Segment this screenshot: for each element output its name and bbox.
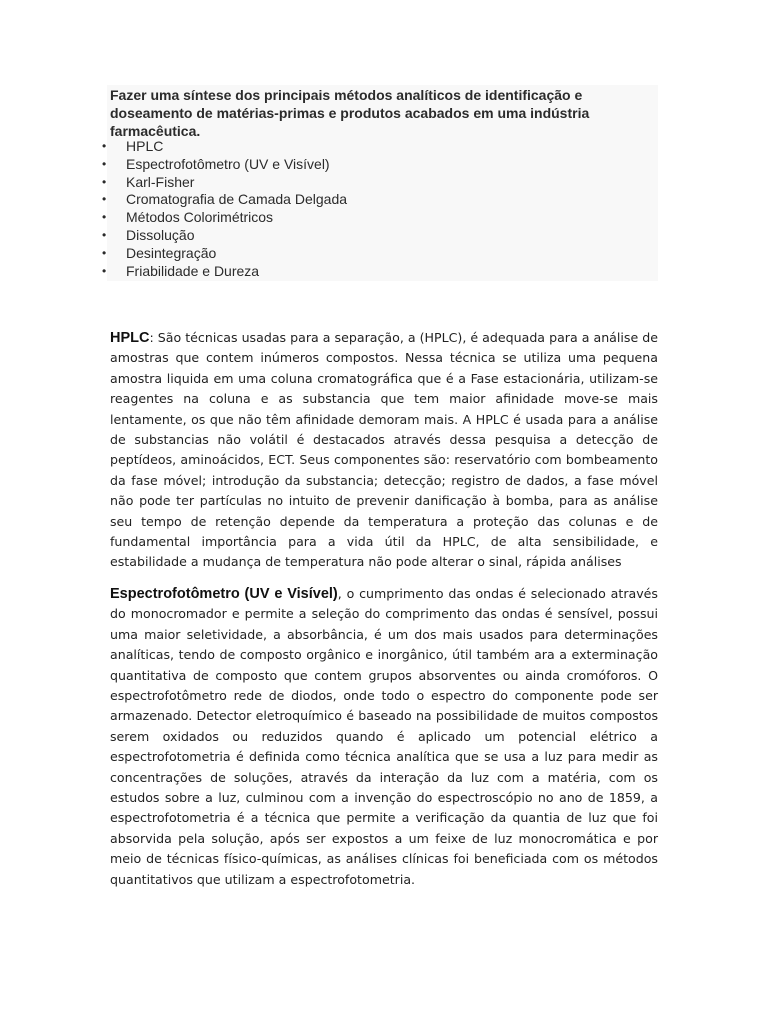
- bullet-icon: •: [102, 227, 107, 242]
- topic-list: [100, 138, 347, 280]
- topic-label: Friabilidade e Dureza: [126, 262, 260, 279]
- intro-question: Fazer uma síntese dos principais métodos analíticos de identificação e doseamento de matérias-primas e produtos acabados em uma indústria farmacêutica.: [110, 87, 590, 139]
- hplc-paragraph: [110, 328, 658, 573]
- topic-label: Desintegração: [126, 244, 217, 261]
- topic-label: Dissolução: [126, 226, 195, 243]
- topic-label: Cromatografia de Camada Delgada: [126, 191, 348, 208]
- bullet-icon: •: [102, 192, 107, 207]
- list-item: [100, 174, 347, 192]
- bullet-icon: •: [102, 174, 107, 189]
- bullet-icon: •: [102, 210, 107, 225]
- topic-label: Karl-Fisher: [126, 173, 195, 190]
- bullet-icon: •: [102, 139, 107, 153]
- hplc-text: : São técnicas usadas para a separação, a (HPLC), é adequada para a análise de amostras que contem inúmeros compostos. Nessa técnica se utiliza uma pequena amostra liquida em uma coluna cromatográfica que é a Fase estacionária, utilizam-se reagentes na coluna e as substancia que tem maior afinidade move-se mais lentamente, os que não têm afinidade demoram mais. A HPLC é usada para a análise de substancias não volátil é destacados através dessa pesquisa a detecção de peptídeos, aminoácidos, ECT. Seus componentes são: reservatório com bombeamento da fase móvel; introdução da substancia; detecção; registro de dados, a fase móvel não pode ter partículas no intuito de prevenir danificação à bomba, para as análise seu tempo de retenção depende da temperatura a proteção das colunas e de fundamental importância para a vida útil da HPLC, de alta sensibilidade, e estabilidade a mudança de temperatura não pode alterar o sinal, rápida análises: [110, 330, 658, 570]
- espectrofotometro-paragraph: [110, 584, 658, 890]
- hplc-heading: HPLC: [110, 330, 150, 346]
- list-item: [100, 191, 347, 209]
- topic-label: Métodos Colorimétricos: [126, 209, 274, 226]
- list-item: [100, 156, 347, 174]
- list-item: [100, 227, 347, 245]
- topic-label: Espectrofotômetro (UV e Visível): [126, 155, 330, 172]
- espectrofotometro-text: , o cumprimento das ondas é selecionado através do monocromador e permite a seleção do comprimento das ondas é sensível, possui uma maior seletividade, a absorbância, é um dos mais usados para determinações analíticas, tendo de composto orgânico e inorgânico, útil também ara a exterminação quantitativa de composto que contem grupos absorventes ou ainda cromóforos. O espectrofotômetro rede de diodos, onde todo o espectro do componente pode ser armazenado. Detector eletroquímico é baseado na possibilidade de muitos compostos serem oxidados ou reduzidos quando é aplicado um potencial elétrico a espectrofotometria é definida como técnica analítica que se usa a luz para medir as concentrações de soluções, através da interação da luz com a matéria, com os estudos sobre a luz, culminou com a invenção do espectroscópio no ano de 1859, a espectrofotometria é a técnica que permite a verificação da quantia de luz que foi absorvida pela solução, após ser expostos a um feixe de luz monocromática e por meio de técnicas físico-químicas, as análises clínicas foi beneficiada com os métodos quantitativos que utilizam a espectrofotometria.: [110, 586, 658, 887]
- topic-label: HPLC: [126, 138, 164, 154]
- espectrofotometro-heading: Espectrofotômetro (UV e Visível): [110, 586, 338, 602]
- list-item: [100, 209, 347, 227]
- bullet-icon: •: [102, 156, 107, 171]
- list-item: [100, 263, 347, 281]
- list-item: [100, 245, 347, 263]
- bullet-icon: •: [102, 263, 107, 278]
- list-item: [100, 138, 347, 156]
- bullet-icon: •: [102, 245, 107, 260]
